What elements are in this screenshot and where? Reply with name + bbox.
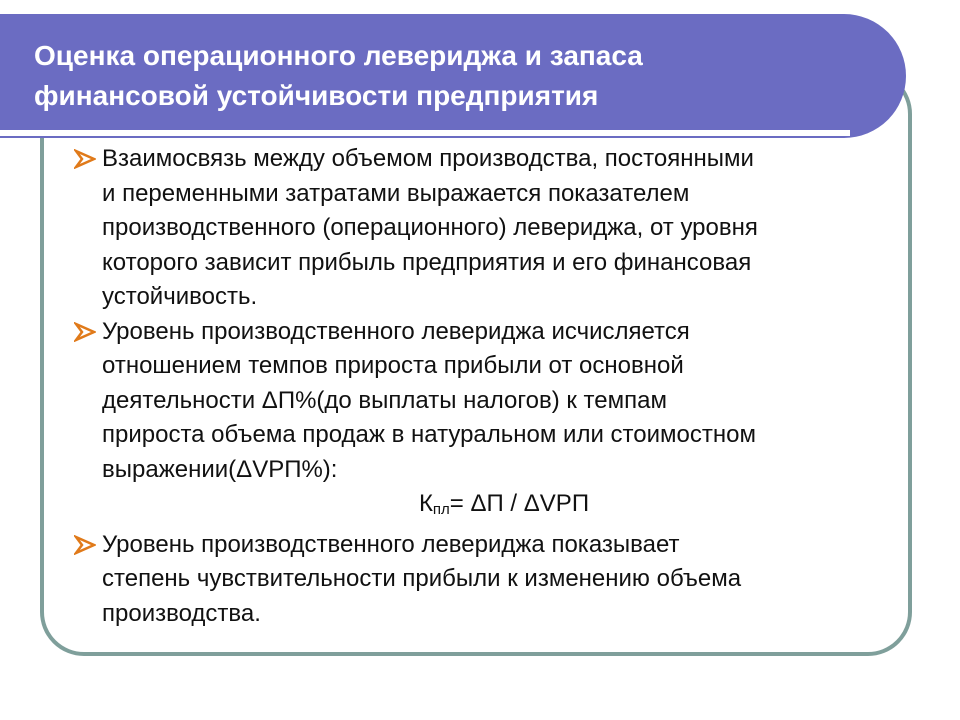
- bullet-item: [74, 528, 906, 632]
- bullet-item: [74, 315, 906, 488]
- bullet-text-line: устойчивость.: [102, 283, 258, 310]
- bullet-text-line: Уровень производственного левериджа показывает: [102, 530, 680, 558]
- slide-content: [74, 142, 906, 631]
- bullet-text-line: деятельности ΔП%(до выплаты налогов) к темпам: [102, 386, 667, 414]
- slide-title: [34, 36, 854, 116]
- bullet-text-line: которого зависит прибыль предприятия и его финансовая: [102, 248, 752, 276]
- formula-subscript: пл: [432, 501, 450, 518]
- bullet-text-line: Уровень производственного левериджа исчисляется: [102, 317, 690, 345]
- bullet-text-line: отношением темпов прироста прибыли от основной: [102, 352, 684, 379]
- bullet-text-line: и переменными затратами выражается показателем: [102, 179, 690, 207]
- title-underline: [0, 130, 850, 136]
- bullet-text-line: выражении(ΔVРП%):: [102, 455, 338, 483]
- arrow-bullet-icon: [74, 322, 96, 342]
- bullet-text-line: Взаимосвязь между объемом производства, постоянными: [102, 145, 754, 172]
- bullet-text-line: прироста объема продаж в натуральном или стоимостном: [102, 421, 756, 448]
- leverage-formula: [74, 487, 906, 528]
- bullet-item: [74, 142, 906, 315]
- title-line-1: Оценка операционного левериджа и запаса: [34, 40, 643, 71]
- formula-expression: = ΔП / ΔVРП: [449, 490, 590, 517]
- title-line-2: финансовой устойчивости предприятия: [34, 80, 599, 111]
- formula-symbol: К: [418, 490, 433, 517]
- bullet-text-line: производства.: [102, 599, 261, 627]
- arrow-bullet-icon: [74, 535, 96, 555]
- arrow-bullet-icon: [74, 149, 96, 169]
- bullet-text-line: производственного (операционного) левериджа, от уровня: [102, 214, 758, 241]
- bullet-text-line: степень чувствительности прибыли к изменению объема: [102, 565, 742, 592]
